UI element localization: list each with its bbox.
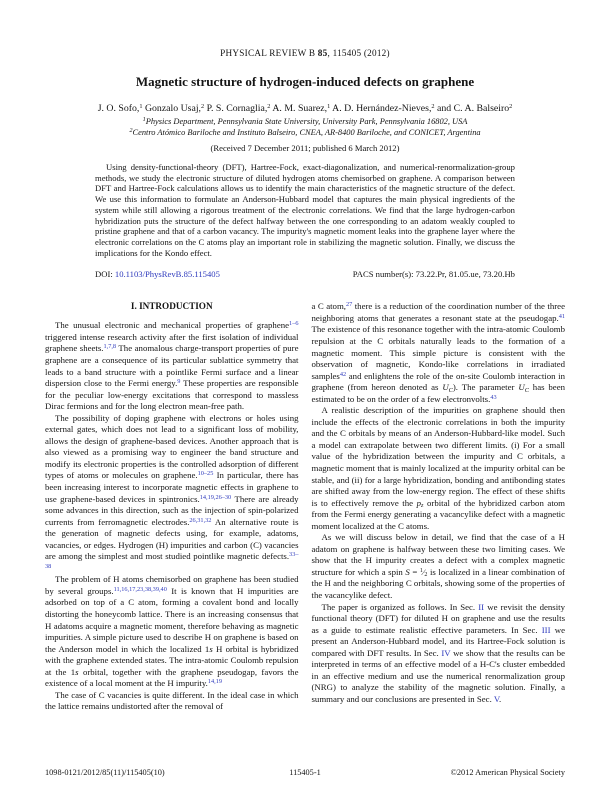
- paragraph: The possibility of doping graphene with electrons or holes using external gates, which does not lead to a significant loss of mobility, allows the design of graphene-based devices. Another approach that is also viewed as a promising way to engineer the band structure and modify its electronic properties is the controlled adsorption of different types of atoms or molecules on graphene.$^{10-25}$ In particular, there has been increasing interest to incorporate magnetic effects in graphene to use graphene-based devices in spintronics.$^{14,19,26-30}$ There are already some advances in this direction, such as the injection of spin-polarized currents from ferromagnetic electrodes.$^{26,31,32}$ An alternative route is the generation of magnetic defects using, for example, adatoms, vacancies, or edges. Hydrogen (H) impurities and carbon (C) vacancies are among the simplest and most studied pointlike magnetic defects.$^{33-38}$: [45, 412, 299, 570]
- affiliation-marker: 1: [327, 103, 331, 110]
- affiliation-marker: 2: [129, 127, 133, 134]
- abstract: Using density-functional-theory (DFT), Hartree-Fock, exact-diagonalization, and numerical-renormalization-group methods, we study the electronic structure of diluted hydrogen atoms chemisorbed on graphene. A comparison between DFT and Hartree-Fock calculations allows us to identify the main characteristics of the magnetic structure of the defect. We use this information to formulate an Anderson-Hubbard model that captures the main physical ingredients of the system while still allowing a rigorous treatment of the electronic correlations. We find that the large hydrogen-carbon hybridization puts the structure of the defect halfway between the one corresponding to an adatom weakly coupled to pristine graphene and that of a carbon vacancy. The impurity's magnetic moment leaks into the graphene layer where the electronic correlations on the C atoms play an important role in stabilizing the magnetic solution. Finally, we discuss the implications for the Kondo effect.: [95, 162, 515, 258]
- one-half-fraction: $^1⁄_2$: [419, 566, 428, 579]
- citation-link[interactable]: 27: [345, 301, 353, 309]
- affiliation-marker: 2: [201, 103, 205, 110]
- doi-pacs-row: [95, 269, 515, 279]
- doi-entry: [95, 269, 220, 279]
- issn-code: 1098-0121/2012/85(11)/115405(10): [45, 768, 165, 777]
- paragraph: The paper is organized as follows. In Sec. II we revisit the density functional theory (DFT) for diluted H on graphene and use the results as a guide to estimate realistic effective parameters. In Sec. III we present an Anderson-Hubbard model, and its Hartree-Fock solution is compared with DFT results. In Sec. IV we show that the results can be interpreted in terms of an effective model of a H-C's cluster embedded in an effective medium and use the numerical renormalization group (NRG) to analyze the stability of the magnetic solution. Finally, a summary and our conclusions are presented in Sec. V.: [311, 601, 565, 704]
- paragraph: A realistic description of the impurities on graphene should then include the effects of the electronic correlations in both the impurity and the C orbitals by means of an Anderson-Hubbard-like model. Such a model can extrapolate between two different limits. (i) For a small value of the hybridization between the impurity and C orbitals, a magnetic moment that is mainly localized at the impurity orbital can be stable, and (ii) for a large hybridization, bonding and antibonding states are shifted away from the low-energy region. The effect of these shifts is to effectively remove the $p_z$ orbital of the hybridized carbon atom from the Fermi energy generating a vacancylike defect with a magnetic moment localized at the C atoms.: [311, 405, 565, 531]
- pacs-numbers: PACS number(s): 73.22.Pr, 81.05.ue, 73.20.Hb: [352, 269, 515, 280]
- doi-link[interactable]: 10.1103/PhysRevB.85.115405: [114, 269, 220, 280]
- citation-link[interactable]: 1–6: [289, 320, 299, 328]
- section-heading-introduction: I. INTRODUCTION: [130, 301, 213, 312]
- copyright-note: ©2012 American Physical Society: [450, 768, 565, 777]
- paragraph: a C atom,$^{27}$ there is a reduction of the coordination number of the three neighboring atoms that generates a resonant state at the pseudogap.$^{41}$ The existence of this resonance together with the intra-atomic Coulomb repulsion at the C orbitals naturally leads to the formation of a magnetic moment. This simple picture is consistent with the observation of magnetic, Kondo-like correlations in irradiated samples$^{42}$ and enlightens the role of the on-site Coulomb interaction in graphene (from hereon denoted as $U_C$). The parameter $U_C$ has been estimated to be on the order of a few electronvolts.$^{43}$: [311, 301, 565, 404]
- section-link[interactable]: II: [478, 601, 485, 612]
- section-link[interactable]: III: [541, 624, 551, 635]
- citation-link[interactable]: 14,19: [207, 678, 223, 686]
- received-line: (Received 7 December 2011; published 6 March 2012): [210, 143, 400, 153]
- right-column-paragraphs: [312, 301, 566, 705]
- citation-link[interactable]: 43: [490, 393, 497, 401]
- affiliation-1: $^1$Physics Department, Pennsylvania State University, University Park, Pennsylvania 16802, USA: [142, 115, 468, 126]
- section-link[interactable]: V: [493, 693, 500, 704]
- page-number: 115405-1: [289, 768, 321, 777]
- affiliation-marker: 2: [431, 103, 435, 110]
- journal-header: PHYSICAL REVIEW B 85, 115405 (2012): [220, 48, 390, 58]
- author-line: J. O. Sofo,$^1$ Gonzalo Usaj,$^2$ P. S. Cornaglia,$^2$ A. M. Suarez,$^1$ A. D. Hernández-Nieves,$^2$ and C. A. Balseiro$^2$: [97, 103, 513, 114]
- citation-link[interactable]: 14,19,26–30: [199, 493, 232, 501]
- paragraph: As we will discuss below in detail, we find that the case of a H adatom on graphene is halfway between these two limiting cases. We show that the H impurity creates a defect with a complex magnetic structure for which a spin $S = ^1⁄_2$ is localized in a linear combination of the H and the neighboring C orbitals, showing some of the properties of the vacancylike defect.: [311, 532, 565, 600]
- left-column-paragraphs: [45, 320, 299, 713]
- affiliation-marker: 2: [509, 103, 513, 110]
- two-column-body: [45, 301, 565, 769]
- right-column: [312, 301, 566, 769]
- citation-link[interactable]: 11,16,17,23,38,39,40: [113, 585, 167, 593]
- citation-link[interactable]: 33–38: [45, 551, 299, 570]
- citation-link[interactable]: 1,7,8: [103, 343, 117, 351]
- citation-link[interactable]: 42: [339, 370, 347, 378]
- paper-title: Magnetic structure of hydrogen-induced defects on graphene: [135, 74, 475, 89]
- citation-link[interactable]: 41: [558, 312, 565, 320]
- paragraph: The case of C vacancies is quite different. In the ideal case in which the lattice remains undistorted after the removal of: [45, 689, 299, 712]
- citation-link[interactable]: 10–25: [197, 470, 214, 478]
- affiliation-marker: 2: [267, 103, 271, 110]
- citation-link[interactable]: 9: [177, 378, 181, 386]
- citation-link[interactable]: 26,31,32: [189, 516, 212, 524]
- section-link[interactable]: IV: [441, 647, 451, 658]
- paragraph: The problem of H atoms chemisorbed on graphene has been studied by several groups.$^{11,16,17,23,38,39,40}$ It is known that H impurities are adsorbed on top of a C atom, forming a covalent bond and locally distorting the honeycomb lattice. There is an increasing consensus that H adatoms acquire a magnetic moment, therefore behaving as magnetic impurities. A simple picture used to describe H on graphene is based on the Anderson model in which the localized 1s H orbital is hybridized with the graphene extended states. The intra-atomic Coulomb repulsion at the 1s orbital, together with the graphene pseudogap, favors the existence of a local moment at the H impurity.$^{14,19}$: [45, 574, 299, 689]
- page-footer: [45, 768, 565, 777]
- affiliation-2: $^2$Centro Atómico Bariloche and Instituto Balseiro, CNEA, AR-8400 Bariloche, and CONICET, Argentina: [129, 127, 481, 137]
- affiliation-marker: 1: [139, 103, 143, 110]
- doi-label: DOI:: [95, 269, 113, 280]
- paragraph: The unusual electronic and mechanical properties of graphene$^{1-6}$ triggered intense research activity after the first isolation of individual graphene sheets.$^{1,7,8}$ The anomalous charge-transport properties of pure graphene are a consequence of its particular sublattice symmetry that leads to a band structure with a pointlike Fermi surface and a linear dispersion close to the Fermi energy.$^9$ These properties are responsible for the peculiar low-energy excitations that correspond to massless Dirac fermions and for the long electron mean-free path.: [45, 320, 299, 412]
- affiliation-marker: 1: [142, 115, 146, 123]
- left-column: [45, 301, 299, 769]
